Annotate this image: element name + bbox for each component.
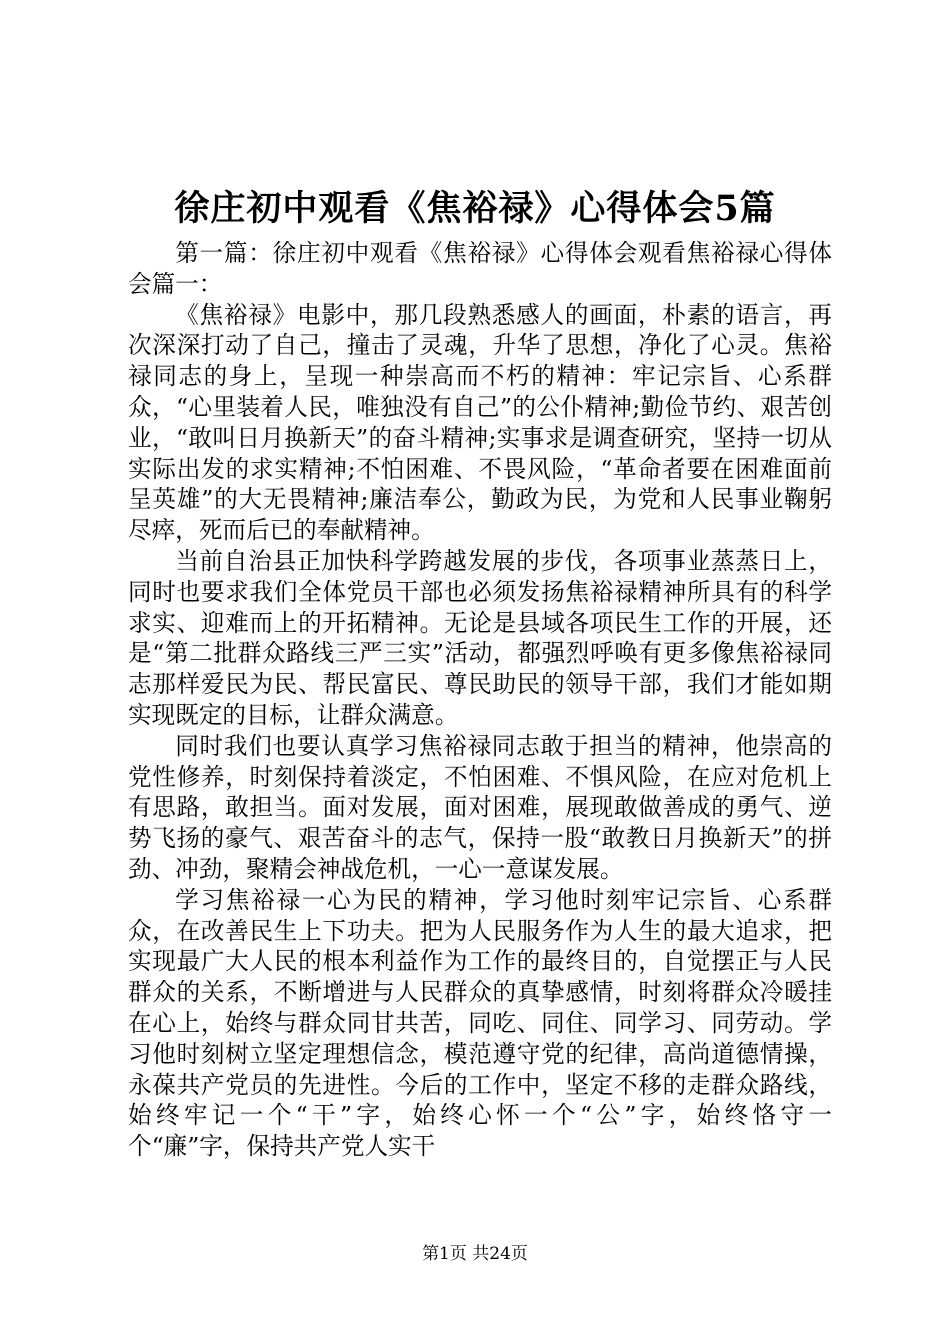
- document-body: [128, 238, 832, 1162]
- paragraph: 第一篇：徐庄初中观看《焦裕禄》心得体会观看焦裕禄心得体会篇一：: [128, 239, 832, 298]
- paragraph: 同时我们也要认真学习焦裕禄同志敢于担当的精神，他崇高的党性修养，时刻保持着淡定，不怕困难、不惧风险，在应对危机上有思路，敢担当。面对发展，面对困难，展现敢做善成的勇气、逆势飞扬的豪气、艰苦奋斗的志气，保持一股“敢教日月换新天”的拼劲、冲劲，聚精会神战危机，一心一意谋发展。: [128, 731, 832, 883]
- paragraph: 当前自治县正加快科学跨越发展的步伐，各项事业蒸蒸日上，同时也要求我们全体党员干部也必须发扬焦裕禄精神所具有的科学求实、迎难而上的开拓精神。无论是县域各项民生工作的开展，还是“第二批群众路线三严三实”活动，都强烈呼唤有更多像焦裕禄同志那样爱民为民、帮民富民、尊民助民的领导干部，我们才能如期实现既定的目标，让群众满意。: [128, 546, 832, 729]
- page-footer: 第1页 共24页: [422, 1244, 528, 1264]
- paragraph: 《焦裕禄》电影中，那几段熟悉感人的画面，朴素的语言，再次深深打动了自己，撞击了灵魂，升华了思想，净化了心灵。焦裕禄同志的身上，呈现一种崇高而不朽的精神：牢记宗旨、心系群众，“心里装着人民，唯独没有自己”的公仆精神;勤俭节约、艰苦创业，“敢叫日月换新天”的奋斗精神;实事求是调查研究，坚持一切从实际出发的求实精神;不怕困难、不畏风险，“革命者要在困难面前呈英雄”的大无畏精神;廉洁奉公，勤政为民，为党和人民事业鞠躬尽瘁，死而后已的奉献精神。: [128, 300, 832, 545]
- paragraph: 学习焦裕禄一心为民的精神，学习他时刻牢记宗旨、心系群众，在改善民生上下功夫。把为人民服务作为人生的最大追求，把实现最广大人民的根本利益作为工作的最终目的，自觉摆正与人民群众的关系，不断增进与人民群众的真挚感情，时刻将群众冷暖挂在心上，始终与群众同甘共苦，同吃、同住、同学习、同劳动。学习他时刻树立坚定理想信念，模范遵守党的纪律，高尚道德情操，永葆共产党员的先进性。今后的工作中，坚定不移的走群众路线，始终牢记一个“干”字，始终心怀一个“公”字，始终恪守一个“廉”字，保持共产党人实干: [128, 885, 832, 1161]
- document-title: 徐庄初中观看《焦裕禄》心得体会5篇: [174, 188, 776, 229]
